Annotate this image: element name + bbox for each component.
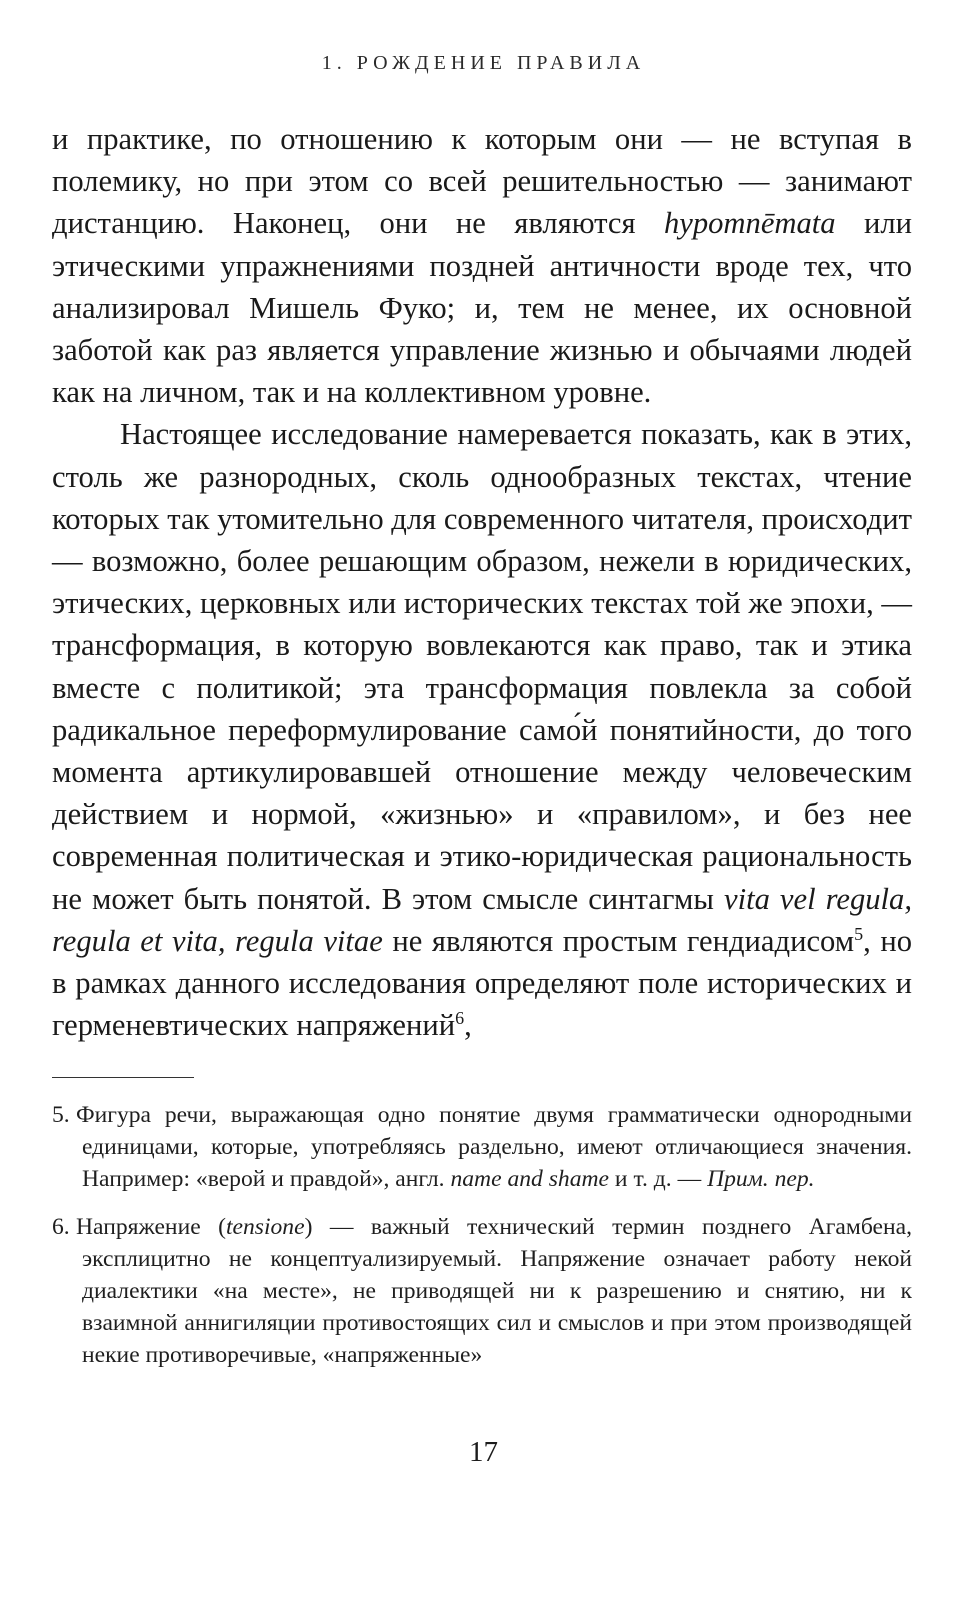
paragraph-1: и практике, по отношению к которым они — не вступая в полемику, но при этом со всей решительностью — занимают дистанцию. Наконец, они не являются hypomnēmata или этическими упражнениями поздней античности вроде тех, что анализировал Мишель Фуко; и, тем не менее, их основной заботой как раз является управление жизнью и обычаями людей как на личном, так и на коллективном уровне. <box>52 122 912 410</box>
footnote-6: 6. Напряжение (tensione) — важный технический термин позднего Агамбена, эксплицитно не концептуализируемый. Напряжение означает работу некой диалектики «на месте», не приводящей ни к разрешению и снятию, ни к взаимной аннигиляции противостоящих сил и смыслов и при этом производящей некие противоречивые, «напряженные» <box>52 1211 912 1372</box>
footnote-divider <box>52 1077 194 1078</box>
running-head: 1. РОЖДЕНИЕ ПРАВИЛА <box>321 52 646 74</box>
footnote-5: 5. Фигура речи, выражающая одно понятие двумя грамматически однородными единицами, которые, употребляясь раздельно, имеют отличающиеся значения. Например: «верой и правдой», англ. name and shame и т. д. — Прим. пер. <box>52 1099 912 1196</box>
footnote-ref-5[interactable]: 5 <box>854 923 864 944</box>
footnotes <box>52 1099 912 1387</box>
main-text <box>52 118 912 1046</box>
italic-term-hypomnemata: hypomnēmata <box>663 206 836 241</box>
page-number: 17 <box>469 1436 498 1468</box>
footnote-ref-6[interactable]: 6 <box>455 1008 465 1029</box>
translator-note: Прим. пер. <box>707 1166 815 1193</box>
paragraph-2: Настоящее исследование намеревается показать, как в этих, столь же разнородных, сколь однообразных текстах, чтение которых так утомительно для современного читателя, происходит — возможно, более решающим образом, нежели в юридических, этических, церковных или исторических текстах той же эпохи, — трансформация, в которую вовлекаются как право, так и этика вместе с политикой; эта трансформация повлекла за собой радикальное переформулирование само́й понятийности, до того момента артикулировавшей отношение между человеческим действием и нормой, «жизнью» и «правилом», и без нее современная политическая и этико-юридическая рациональность не может быть понятой. В этом смысле синтагмы vita vel regula, regula et vita, regula vitae не являются простым гендиадисом$^5$, но в рамках данного исследования определяют поле исторических и герменевтических напряжений$^6$, <box>52 417 913 1043</box>
italic-latin-syntagms: vita vel regula, regula et vita, regula vitae <box>52 881 913 958</box>
footnote-number: 5. <box>52 1102 70 1128</box>
footnote-number: 6. <box>52 1213 70 1240</box>
